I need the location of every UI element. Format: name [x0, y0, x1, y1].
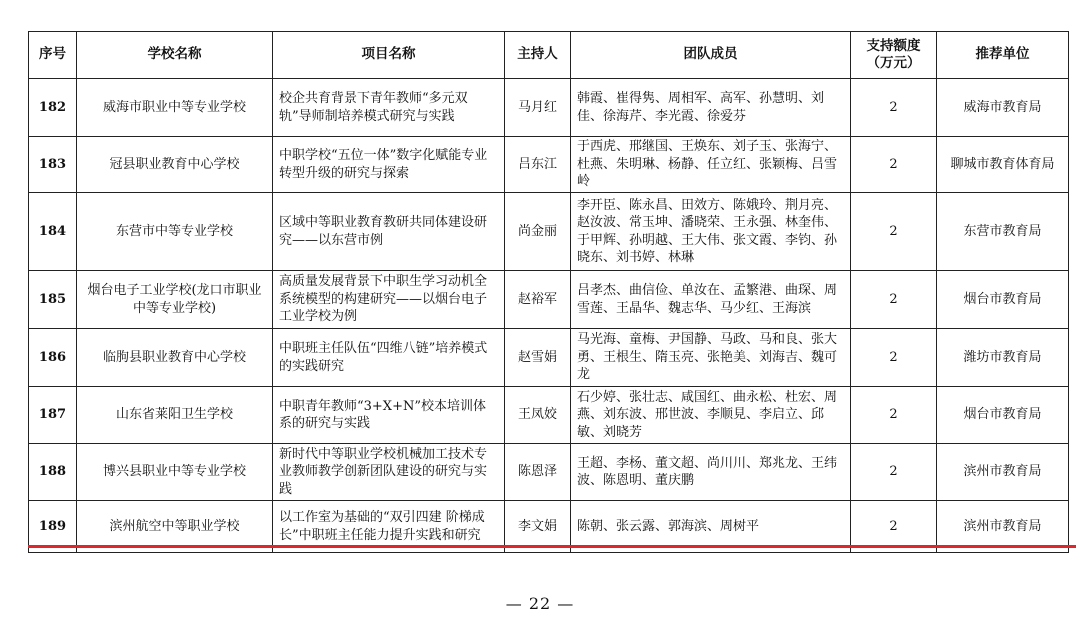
project-table [28, 31, 1069, 553]
cell-team: 李开臣、陈永昌、田效方、陈娥玲、荆月亮、赵汝波、常玉坤、潘晓荣、王永强、林奎伟、于甲辉、孙明越、王大伟、张文霞、李钧、孙晓东、刘书婷、林琳 [571, 193, 851, 271]
table-header-row [29, 32, 1069, 79]
cell-num: 183 [29, 137, 77, 193]
cell-host: 李文娟 [505, 501, 571, 553]
cell-amount: 2 [851, 329, 937, 387]
table-row [29, 329, 1069, 387]
cell-team: 吕孝杰、曲信俭、单汝在、孟繁港、曲琛、周雪莲、王晶华、魏志华、马少红、王海滨 [571, 271, 851, 329]
header-team: 团队成员 [571, 32, 851, 79]
cell-amount: 2 [851, 387, 937, 444]
cell-unit: 潍坊市教育局 [937, 329, 1069, 387]
cell-team: 王超、李杨、董文超、尚川川、郑兆龙、王纬波、陈恩明、董庆鹏 [571, 444, 851, 501]
cell-num: 182 [29, 79, 77, 137]
cell-project: 以工作室为基础的“双引四建 阶梯成长”中职班主任能力提升实践和研究 [279, 510, 485, 543]
cell-school: 冠县职业教育中心学校 [77, 137, 273, 193]
cell-amount: 2 [851, 271, 937, 329]
cell-num: 189 [29, 501, 77, 553]
cell-num: 185 [29, 271, 77, 329]
header-project: 项目名称 [273, 32, 505, 79]
cell-unit: 烟台市教育局 [937, 387, 1069, 444]
cell-school: 烟台电子工业学校(龙口市职业中等专业学校) [77, 271, 273, 329]
cell-project: 中职班主任队伍“四维八链”培养模式的实践研究 [273, 329, 505, 387]
cell-school: 滨州航空中等职业学校 [77, 501, 273, 553]
cell-host: 赵雪娟 [505, 329, 571, 387]
header-amount-line2: （万元） [866, 55, 921, 71]
table-row [29, 271, 1069, 329]
header-school: 学校名称 [77, 32, 273, 79]
cell-school: 山东省莱阳卫生学校 [77, 387, 273, 444]
cell-unit: 烟台市教育局 [937, 271, 1069, 329]
cell-unit: 滨州市教育局 [937, 444, 1069, 501]
table-row [29, 79, 1069, 137]
cell-team: 于西虎、邢继国、王焕东、刘子玉、张海宁、杜燕、朱明琳、杨静、任立红、张颖梅、吕雪岭 [571, 137, 851, 193]
header-host: 主持人 [505, 32, 571, 79]
cell-amount: 2 [851, 501, 937, 553]
cell-project: 校企共育背景下青年教师“多元双轨”导师制培养模式研究与实践 [273, 79, 505, 137]
table-row [29, 444, 1069, 501]
cell-num: 186 [29, 329, 77, 387]
cell-num: 184 [29, 193, 77, 271]
cell-num: 188 [29, 444, 77, 501]
header-amount [851, 32, 937, 79]
cell-unit: 聊城市教育体育局 [937, 137, 1069, 193]
cell-project: 新时代中等职业学校机械加工技术专业教师教学创新团队建设的研究与实践 [273, 444, 505, 501]
cell-team: 马光海、童梅、尹国静、马政、马和良、张大勇、王根生、隋玉亮、张艳美、刘海吉、魏可龙 [571, 329, 851, 387]
cell-school: 临朐县职业教育中心学校 [77, 329, 273, 387]
cell-host: 马月红 [505, 79, 571, 137]
cell-unit: 滨州市教育局 [937, 501, 1069, 553]
header-unit: 推荐单位 [937, 32, 1069, 79]
cell-project: 高质量发展背景下中职生学习动机全系统模型的构建研究——以烟台电子工业学校为例 [273, 271, 505, 329]
cell-host: 王凤姣 [505, 387, 571, 444]
table-row [29, 193, 1069, 271]
cell-team: 石少婷、张壮志、咸国红、曲永松、杜宏、周燕、刘东波、邢世波、李顺見、李启立、邱敏、刘晓芳 [571, 387, 851, 444]
cell-amount: 2 [851, 444, 937, 501]
cell-project: 中职学校“五位一体”数字化赋能专业转型升级的研究与探索 [273, 137, 505, 193]
cell-school: 博兴县职业中等专业学校 [77, 444, 273, 501]
cell-num: 187 [29, 387, 77, 444]
cell-host: 吕东江 [505, 137, 571, 193]
header-num: 序号 [29, 32, 77, 79]
cell-host: 尚金丽 [505, 193, 571, 271]
red-rule-line [28, 545, 1076, 548]
cell-amount: 2 [851, 137, 937, 193]
table-row [29, 387, 1069, 444]
cell-host: 赵裕军 [505, 271, 571, 329]
cell-project: 中职青年教师“3+X+N”校本培训体系的研究与实践 [273, 387, 505, 444]
header-amount-line1: 支持额度 [866, 37, 921, 54]
cell-unit: 威海市教育局 [937, 79, 1069, 137]
cell-amount: 2 [851, 193, 937, 271]
cell-unit: 东营市教育局 [937, 193, 1069, 271]
cell-amount: 2 [851, 79, 937, 137]
table-row [29, 137, 1069, 193]
cell-school: 东营市中等专业学校 [77, 193, 273, 271]
cell-project: 区域中等职业教育教研共同体建设研究——以东营市例 [273, 193, 505, 271]
cell-school: 威海市职业中等专业学校 [77, 79, 273, 137]
cell-team: 韩霞、崔得隽、周相军、高军、孙慧明、刘佳、徐海芹、李光霞、徐爱芬 [571, 79, 851, 137]
cell-team: 陈朝、张云露、郭海滨、周树平 [571, 501, 851, 553]
cell-host: 陈恩泽 [505, 444, 571, 501]
page-number: — 22 — [505, 594, 575, 613]
